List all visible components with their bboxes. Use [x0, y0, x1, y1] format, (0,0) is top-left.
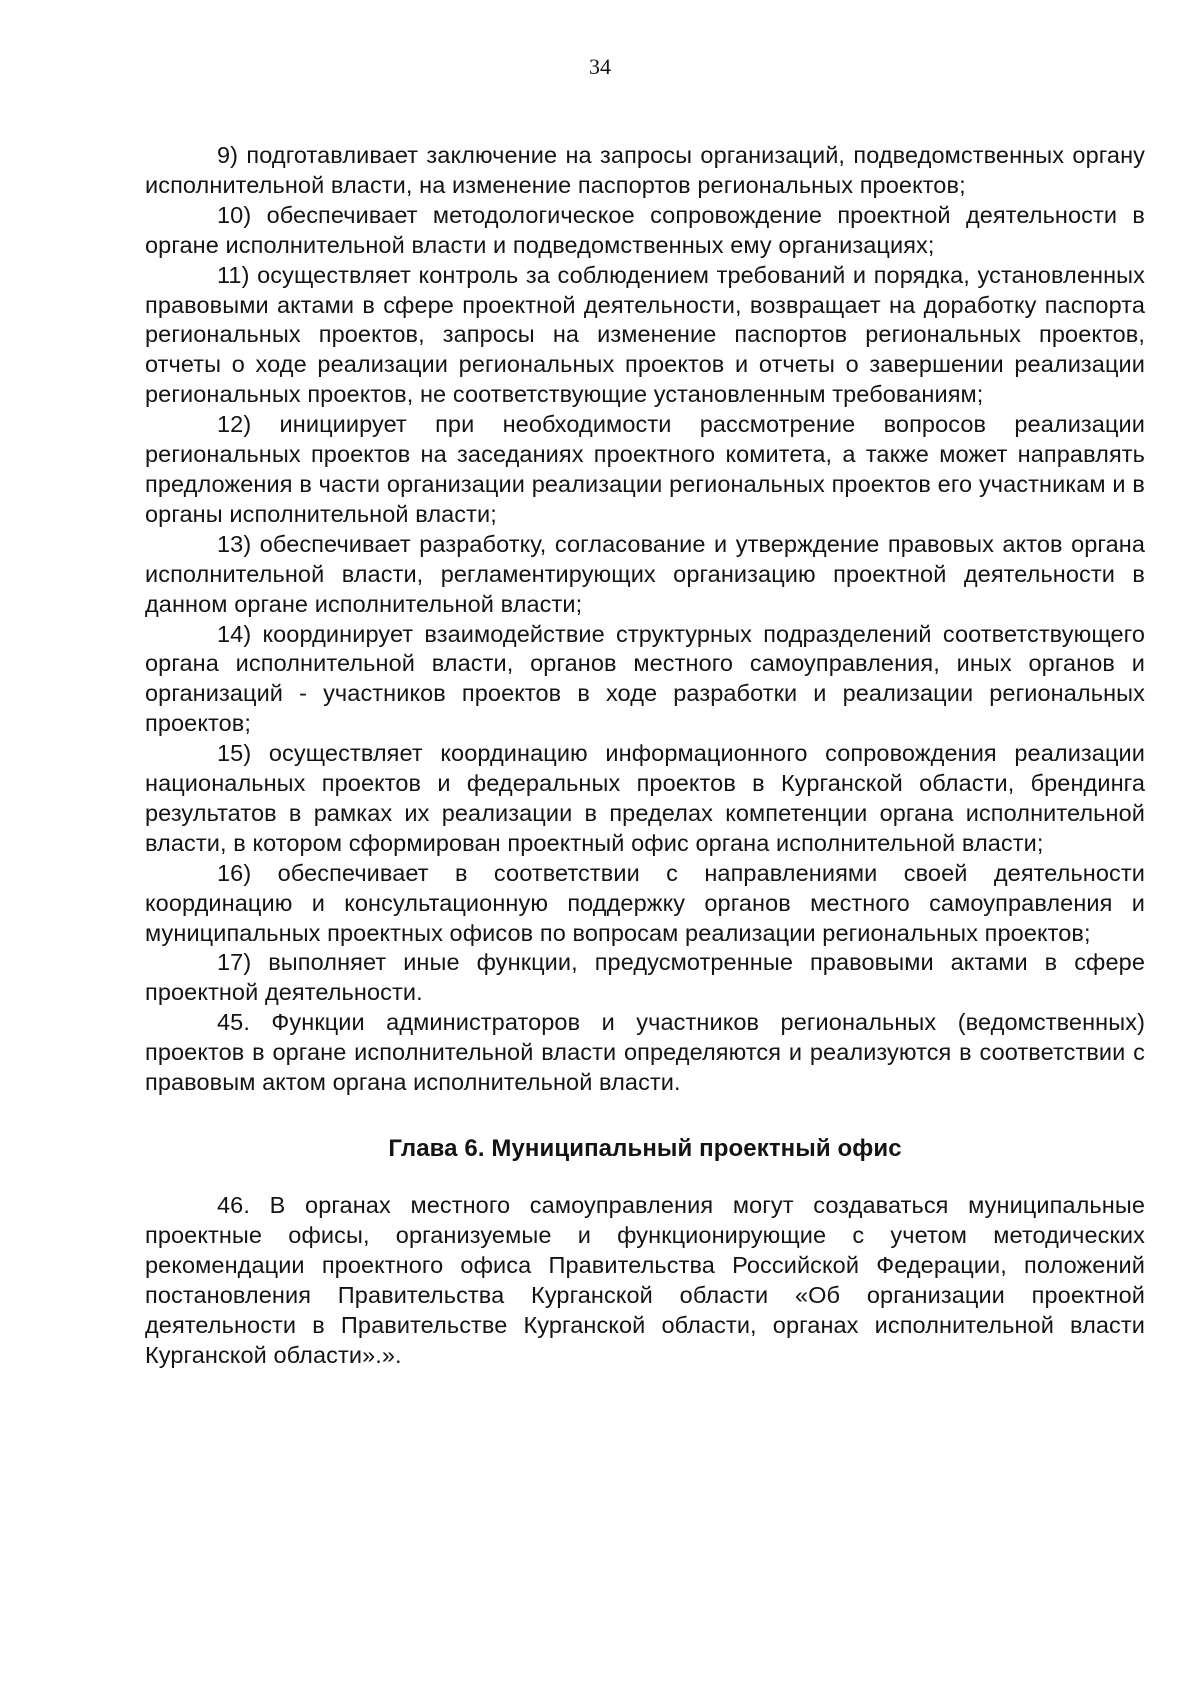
paragraph-item-15: 15) осуществляет координацию информационного сопровождения реализации национальных проектов и федеральных проектов в Курганской области, брендинга результатов в рамках их реализации в пределах компетенции органа исполнительной власти, в котором сформирован проектный офис органа исполнительной власти; — [145, 740, 1145, 856]
paragraph-item-12: 12) инициирует при необходимости рассмотрение вопросов реализации региональных проектов на заседаниях проектного комитета, а также может направлять предложения в части организации реализации региональных проектов его участникам и в органы исполнительной власти; — [145, 411, 1145, 527]
paragraph-item-13: 13) обеспечивает разработку, согласование и утверждение правовых актов органа исполнительной власти, регламентирующих организацию проектной деятельности в данном органе исполнительной власти; — [145, 530, 1145, 617]
paragraph-item-16: 16) обеспечивает в соответствии с направлениями своей деятельности координацию и консультационную поддержку органов местного самоуправления и муниципальных проектных офисов по вопросам реализации региональных проектов; — [145, 859, 1145, 946]
paragraph-item-17: 17) выполняет иные функции, предусмотренные правовыми актами в сфере проектной деятельности. — [145, 949, 1145, 1006]
paragraph-item-14: 14) координирует взаимодействие структурных подразделений соответствующего органа исполнительной власти, органов местного самоуправления, иных органов и организаций - участников проектов в ходе разработки и реализации региональных проектов; — [145, 620, 1145, 737]
paragraph-item-9: 9) подготавливает заключение на запросы организаций, подведомственных органу исполнительной власти, на изменение паспортов региональных проектов; — [145, 142, 1145, 198]
chapter-heading: Глава 6. Муниципальный проектный офис — [388, 1135, 902, 1162]
page-number: 34 — [589, 54, 611, 79]
document-body — [145, 141, 1145, 1370]
paragraph-item-11: 11) осуществляет контроль за соблюдением требований и порядка, установленных правовыми актами в сфере проектной деятельности, возвращает на доработку паспорта региональных проектов, запросы на изменение паспортов региональных проектов, отчеты о ходе реализации региональных проектов и отчеты о завершении реализации региональных проектов, не соответствующие установленным требованиям; — [145, 261, 1145, 408]
paragraph-clause-45: 45. Функции администраторов и участников региональных (ведомственных) проектов в органе исполнительной власти определяются и реализуются в соответствии с правовым актом органа исполнительной власти. — [145, 1009, 1145, 1096]
paragraph-item-10: 10) обеспечивает методологическое сопровождение проектной деятельности в органе исполнительной власти и подведомственных ему организациях; — [145, 201, 1145, 258]
paragraph-clause-46: 46. В органах местного самоуправления могут создаваться муниципальные проектные офисы, организуемые и функционирующие с учетом методических рекомендации проектного офиса Правительства Российской Федерации, положений постановления Правительства Курганской области «Об организации проектной деятельности в Правительстве Курганской области, органах исполнительной власти Курганской области».». — [145, 1192, 1145, 1368]
